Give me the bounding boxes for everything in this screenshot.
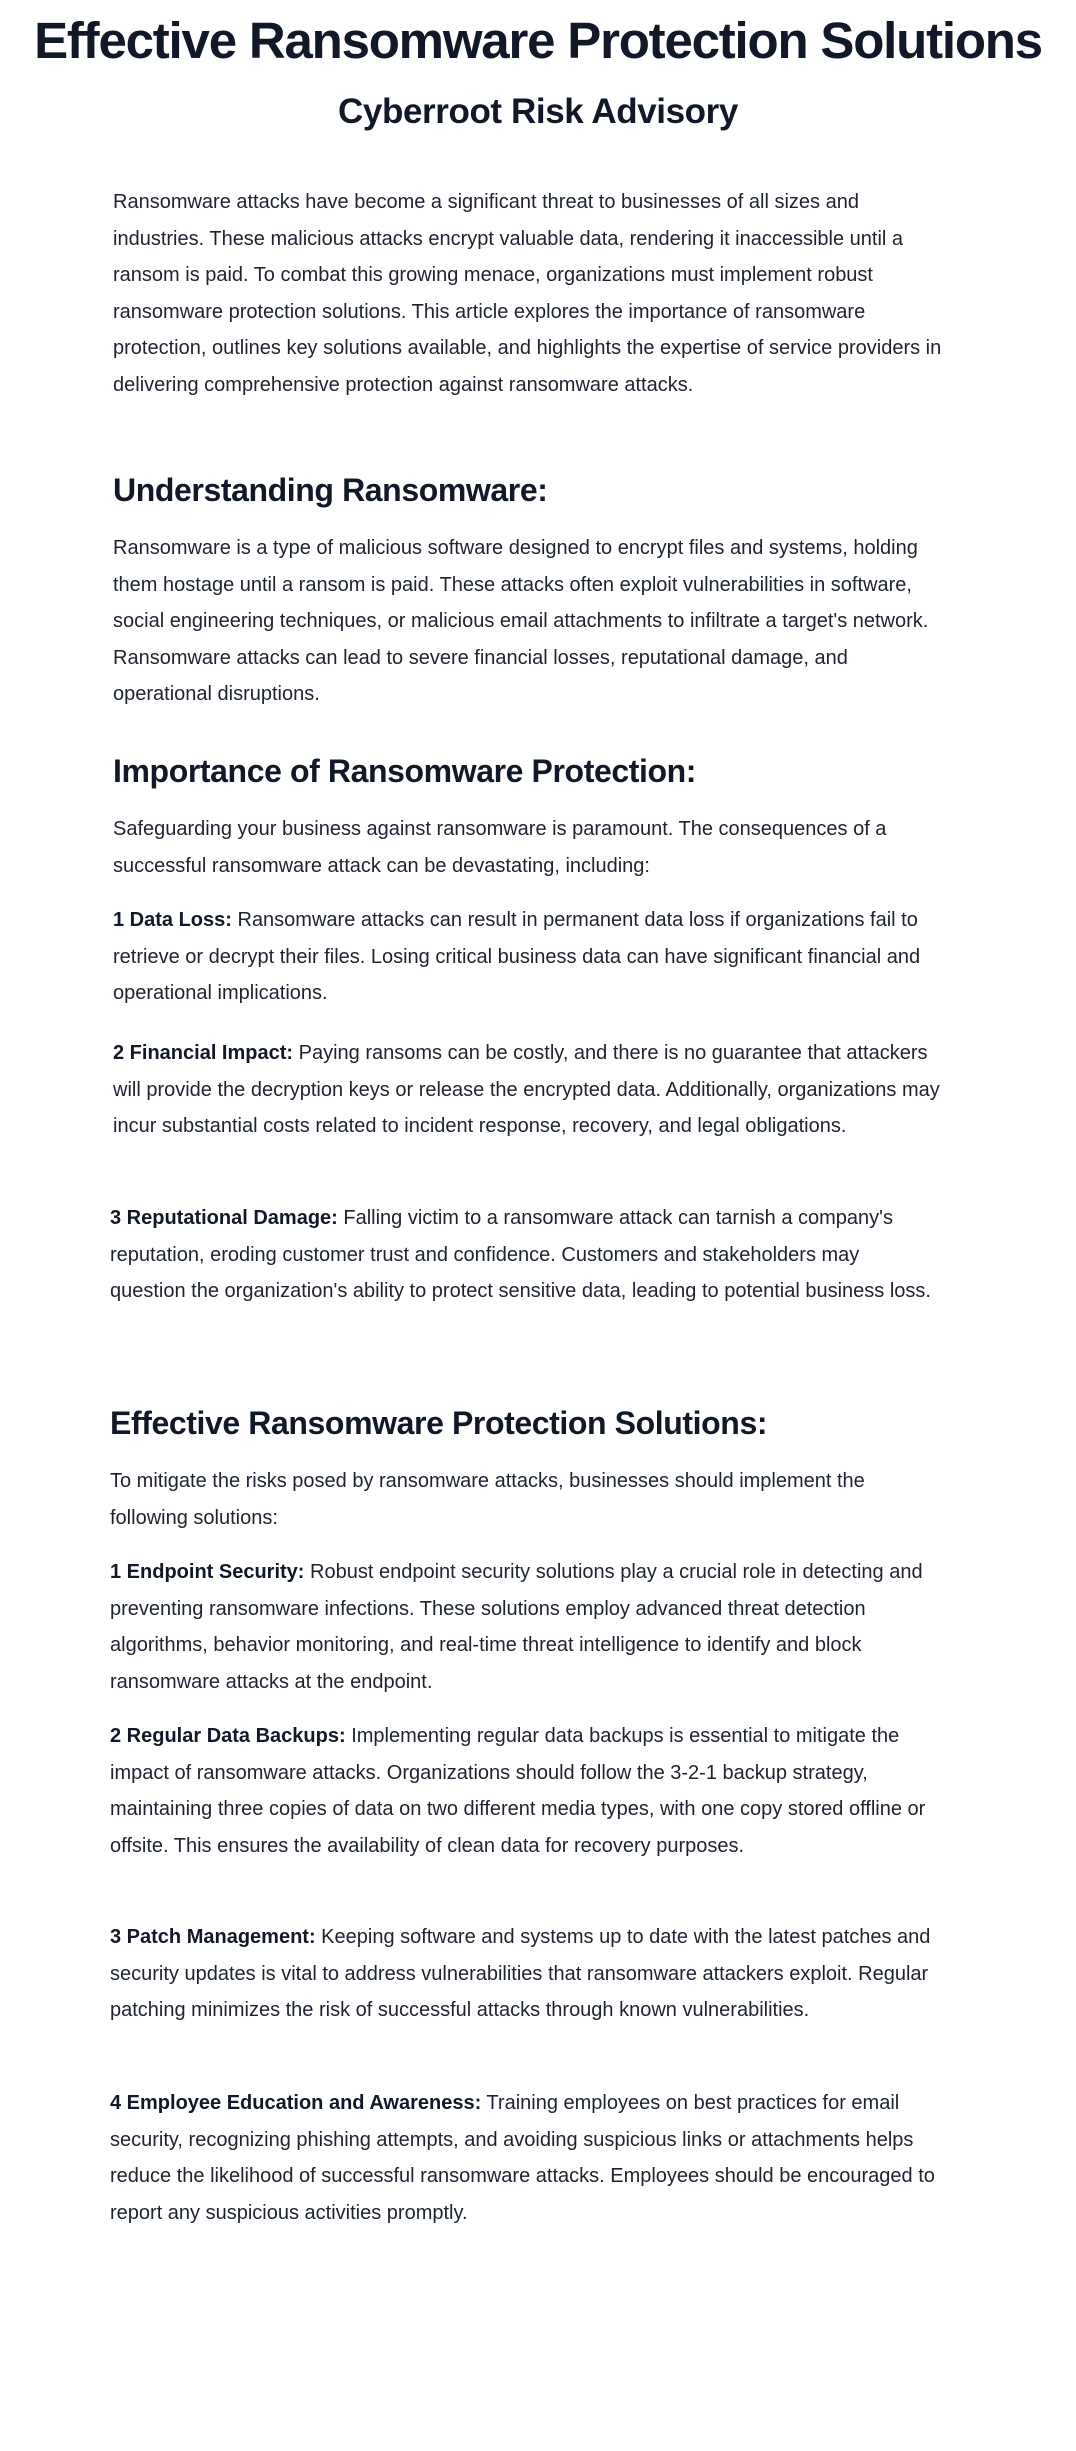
solution-item-data-backups (110, 1718, 940, 1864)
item-label: 1 Endpoint Security: (110, 1561, 305, 1583)
item-label: 2 Regular Data Backups: (110, 1725, 346, 1747)
item-text: Robust endpoint security solutions play a crucial role in detecting and preventing ransomware infections. These solutions employ advanced threat detection algorithms, behavior monitoring, and real-time threat intelligence to identify and block ransomware attacks at the endpoint. (110, 1561, 923, 1693)
importance-item-data-loss (113, 902, 943, 1012)
section-heading-understanding: Understanding Ransomware: (113, 472, 548, 508)
item-text: Paying ransoms can be costly, and there is no guarantee that attackers will provide the decryption keys or release the encrypted data. Additionally, organizations may incur substantial costs related to incident response, recovery, and legal obligations. (113, 1042, 940, 1137)
item-label: 3 Reputational Damage: (110, 1207, 338, 1229)
importance-item-financial-impact (113, 1035, 943, 1145)
section-heading-importance: Importance of Ransomware Protection: (113, 753, 697, 789)
solution-item-patch-management (110, 1919, 940, 2029)
item-text: Falling victim to a ransomware attack can tarnish a company's reputation, eroding customer trust and confidence. Customers and stakeholders may question the organization's ability to protect sensitive data, leading to potential business loss. (110, 1207, 931, 1302)
item-text: Keeping software and systems up to date with the latest patches and security updates is vital to address vulnerabilities that ransomware attackers exploit. Regular patching minimizes the risk of successful attacks through known vulnerabilities. (110, 1926, 931, 2021)
item-label: 4 Employee Education and Awareness: (110, 2092, 482, 2114)
page-title: Effective Ransomware Protection Solutions (34, 12, 1042, 69)
item-text: Implementing regular data backups is essential to mitigate the impact of ransomware attacks. Organizations should follow the 3-2-1 backup strategy, maintaining three copies of data on two different media types, with one copy stored offline or offsite. This ensures the availability of clean data for recovery purposes. (110, 1725, 926, 1857)
importance-item-reputational-damage (110, 1200, 940, 1310)
importance-intro-paragraph: Safeguarding your business against ransomware is paramount. The consequences of a successful ransomware attack can be devastating, including: (113, 818, 887, 877)
item-label: 3 Patch Management: (110, 1926, 316, 1948)
item-label: 1 Data Loss: (113, 909, 232, 931)
item-label: 2 Financial Impact: (113, 1042, 294, 1064)
item-text: Training employees on best practices for email security, recognizing phishing attempts, and avoiding suspicious links or attachments helps reduce the likelihood of successful ransomware attacks. Employees should be encouraged to report any suspicious activities promptly. (110, 2092, 935, 2224)
section-heading-solutions: Effective Ransomware Protection Solutions: (110, 1405, 768, 1441)
solution-item-employee-education (110, 2085, 940, 2231)
understanding-paragraph: Ransomware is a type of malicious software designed to encrypt files and systems, holding them hostage until a ransom is paid. These attacks often exploit vulnerabilities in software, social engineering techniques, or malicious email attachments to infiltrate a target's network. Ransomware attacks can lead to severe financial losses, reputational damage, and operational disruptions. (113, 537, 929, 705)
solutions-intro-paragraph: To mitigate the risks posed by ransomware attacks, businesses should implement the following solutions: (110, 1470, 865, 1529)
page-subtitle: Cyberroot Risk Advisory (338, 92, 738, 131)
intro-paragraph: Ransomware attacks have become a significant threat to businesses of all sizes and industries. These malicious attacks encrypt valuable data, rendering it inaccessible until a ransom is paid. To combat this growing menace, organizations must implement robust ransomware protection solutions. This article explores the importance of ransomware protection, outlines key solutions available, and highlights the expertise of service providers in delivering comprehensive protection against ransomware attacks. (113, 191, 942, 396)
item-text: Ransomware attacks can result in permanent data loss if organizations fail to retrieve or decrypt their files. Losing critical business data can have significant financial and operational implications. (113, 909, 921, 1004)
solution-item-endpoint-security (110, 1554, 940, 1700)
